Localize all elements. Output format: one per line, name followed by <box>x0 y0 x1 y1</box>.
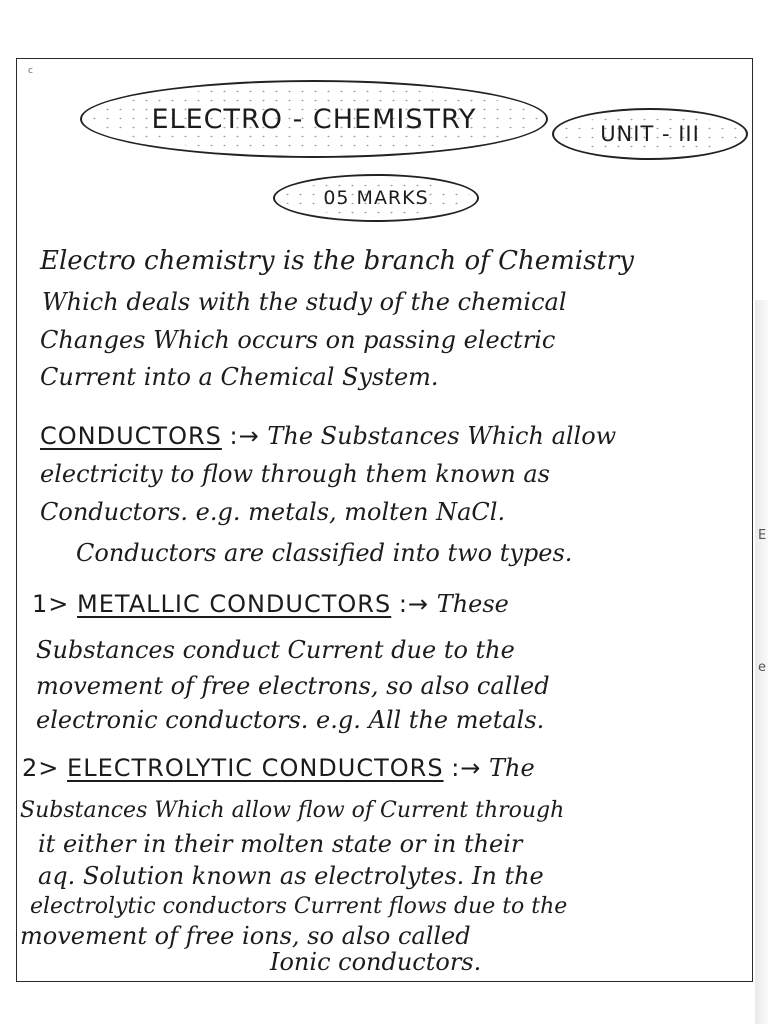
intro-line-2: Which deals with the study of the chemical <box>42 288 567 316</box>
metallic-line-2: Substances conduct Current due to the <box>36 636 515 664</box>
page-title: ELECTRO - CHEMISTRY <box>151 103 477 135</box>
intro-line-1: Electro chemistry is the branch of Chemistry <box>40 246 634 276</box>
marks-cloud <box>273 174 479 222</box>
unit-cloud <box>552 108 748 160</box>
page-corner-mark: c <box>28 66 33 76</box>
margin-mark: E <box>758 528 767 543</box>
unit-label: UNIT - III <box>600 122 700 146</box>
metallic-definition-start: These <box>436 590 509 618</box>
electrolytic-definition-start: The <box>489 754 535 782</box>
electrolytic-line-4: aq. Solution known as electrolytes. In the <box>38 862 544 890</box>
conductors-definition-start: The Substances Which allow <box>267 422 617 450</box>
adjacent-page-edge <box>755 300 768 1024</box>
metallic-heading: METALLIC CONDUCTORS <box>77 590 392 618</box>
electrolytic-line-6: movement of free ions, so also called <box>20 922 471 950</box>
conductors-line-3: Conductors. e.g. metals, molten NaCl. <box>40 498 506 526</box>
electrolytic-line-2: Substances Which allow flow of Current through <box>20 798 565 823</box>
metallic-arrow: :→ <box>398 590 430 618</box>
conductors-line-4: Conductors are classified into two types. <box>76 539 573 567</box>
conductors-line-1 <box>40 424 616 448</box>
electrolytic-arrow: :→ <box>451 754 482 782</box>
electrolytic-line-3: it either in their molten state or in their <box>38 830 523 858</box>
margin-mark: e <box>758 660 766 675</box>
electrolytic-line-5: electrolytic conductors Current flows due to the <box>30 894 568 919</box>
conductors-heading: CONDUCTORS <box>40 422 222 450</box>
intro-line-3: Changes Which occurs on passing electric <box>40 326 556 354</box>
metallic-line-1 <box>32 592 509 616</box>
electrolytic-heading: ELECTROLYTIC CONDUCTORS <box>67 754 444 782</box>
electrolytic-line-1 <box>22 756 535 780</box>
conductors-arrow: :→ <box>229 422 260 450</box>
electrolytic-line-7: Ionic conductors. <box>270 948 482 976</box>
metallic-number: 1> <box>32 590 70 618</box>
electrolytic-number: 2> <box>22 754 60 782</box>
metallic-line-3: movement of free electrons, so also called <box>36 672 550 700</box>
intro-line-4: Current into a Chemical System. <box>40 363 439 391</box>
conductors-line-2: electricity to flow through them known as <box>40 460 550 488</box>
marks-label: 05 MARKS <box>323 187 429 209</box>
metallic-line-4: electronic conductors. e.g. All the metals. <box>36 706 545 734</box>
title-cloud <box>80 80 548 158</box>
